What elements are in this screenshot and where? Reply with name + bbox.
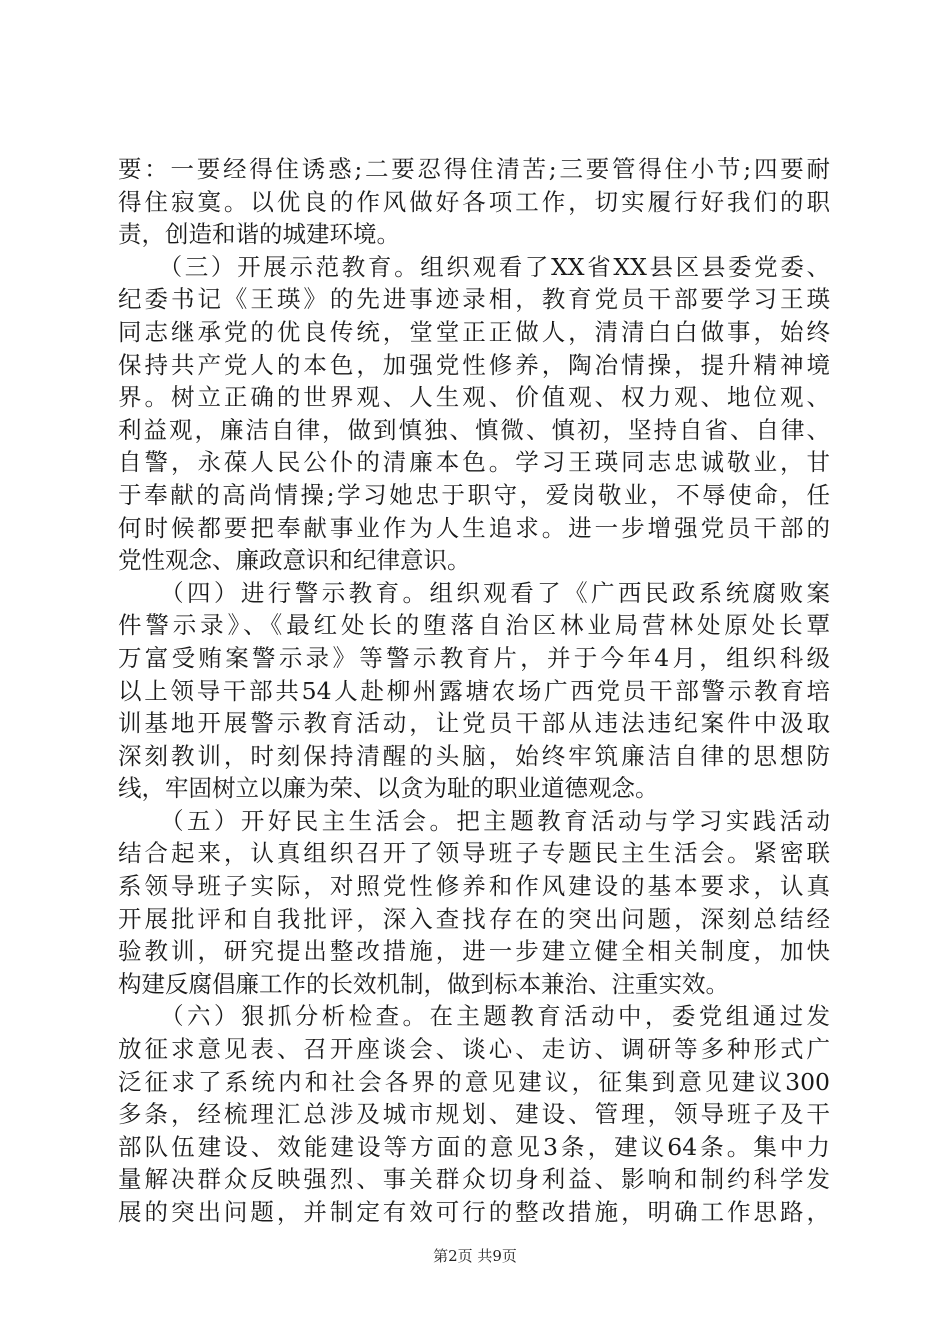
page-footer: 第2页 共9页 [433,1247,517,1265]
text-line: 构建反腐倡廉工作的长效机制，做到标本兼治、注重实效。 [118,969,729,998]
text-line: 展的突出问题，并制定有效可行的整改措施，明确工作思路， [118,1198,830,1226]
text-line: 验教训，研究提出整改措施，进一步建立健全相关制度，加快 [118,937,830,966]
text-line: 纪委书记《王瑛》的先进事迹录相，教育党员干部要学习王瑛 [118,285,830,314]
body-text [118,153,830,1229]
text-line: 件警示录》、《最红处长的堕落自治区林业局营林处原处长覃 [118,611,830,640]
text-line: 万富受贿案警示录》等警示教育片，并于今年4月，组织科级 [118,643,830,672]
text-line: 泛征求了系统内和社会各界的意见建议，征集到意见建议300 [118,1067,830,1096]
text-line: （六）狠抓分析检查。在主题教育活动中，委党组通过发 [118,1002,830,1031]
text-line: 何时候都要把奉献事业作为人生追求。进一步增强党员干部的 [118,513,830,542]
text-line: 系领导班子实际，对照党性修养和作风建设的基本要求，认真 [118,872,830,901]
text-line: 结合起来，认真组织召开了领导班子专题民主生活会。紧密联 [118,839,830,868]
text-line: 界。树立正确的世界观、人生观、价值观、权力观、地位观、 [118,383,830,412]
text-line: 放征求意见表、召开座谈会、谈心、走访、调研等多种形式广 [118,1035,830,1064]
text-line: 多条，经梳理汇总涉及城市规划、建设、管理，领导班子及干 [118,1100,830,1129]
text-line: 于奉献的高尚情操;学习她忠于职守，爱岗敬业，不辱使命，任 [118,480,830,509]
text-line: （五）开好民主生活会。把主题教育活动与学习实践活动 [118,806,830,835]
text-line: 量解决群众反映强烈、事关群众切身利益、影响和制约科学发 [118,1165,830,1194]
text-line: 要：一要经得住诱惑;二要忍得住清苦;三要管得住小节;四要耐 [118,155,830,183]
text-line: 开展批评和自我批评，深入查找存在的突出问题，深刻总结经 [118,904,830,933]
text-line: 深刻教训，时刻保持清醒的头脑，始终牢筑廉洁自律的思想防 [118,741,830,770]
text-line: 保持共产党人的本色，加强党性修养，陶冶情操，提升精神境 [118,350,830,379]
text-line: 党性观念、廉政意识和纪律意识。 [118,546,471,575]
text-line: 同志继承党的优良传统，堂堂正正做人，清清白白做事，始终 [118,317,830,346]
text-line: 训基地开展警示教育活动，让党员干部从违法违纪案件中汲取 [118,709,830,738]
text-line: 利益观，廉洁自律，做到慎独、慎微、慎初，坚持自省、自律、 [118,415,830,444]
text-line: 自警，永葆人民公仆的清廉本色。学习王瑛同志忠诚敬业，甘 [118,448,830,477]
text-line: （四）进行警示教育。组织观看了《广西民政系统腐败案 [118,578,830,607]
text-line: 线，牢固树立以廉为荣、以贪为耻的职业道德观念。 [118,774,659,803]
text-line: 责，创造和谐的城建环境。 [118,220,400,249]
text-line: 以上领导干部共54人赴柳州露塘农场广西党员干部警示教育培 [118,676,830,705]
text-line: 得住寂寞。以优良的作风做好各项工作，切实履行好我们的职 [118,187,830,216]
text-line: 部队伍建设、效能建设等方面的意见3条，建议64条。集中力 [118,1132,830,1161]
text-line: （三）开展示范教育。组织观看了XX省XX县区县委党委、 [118,252,830,281]
